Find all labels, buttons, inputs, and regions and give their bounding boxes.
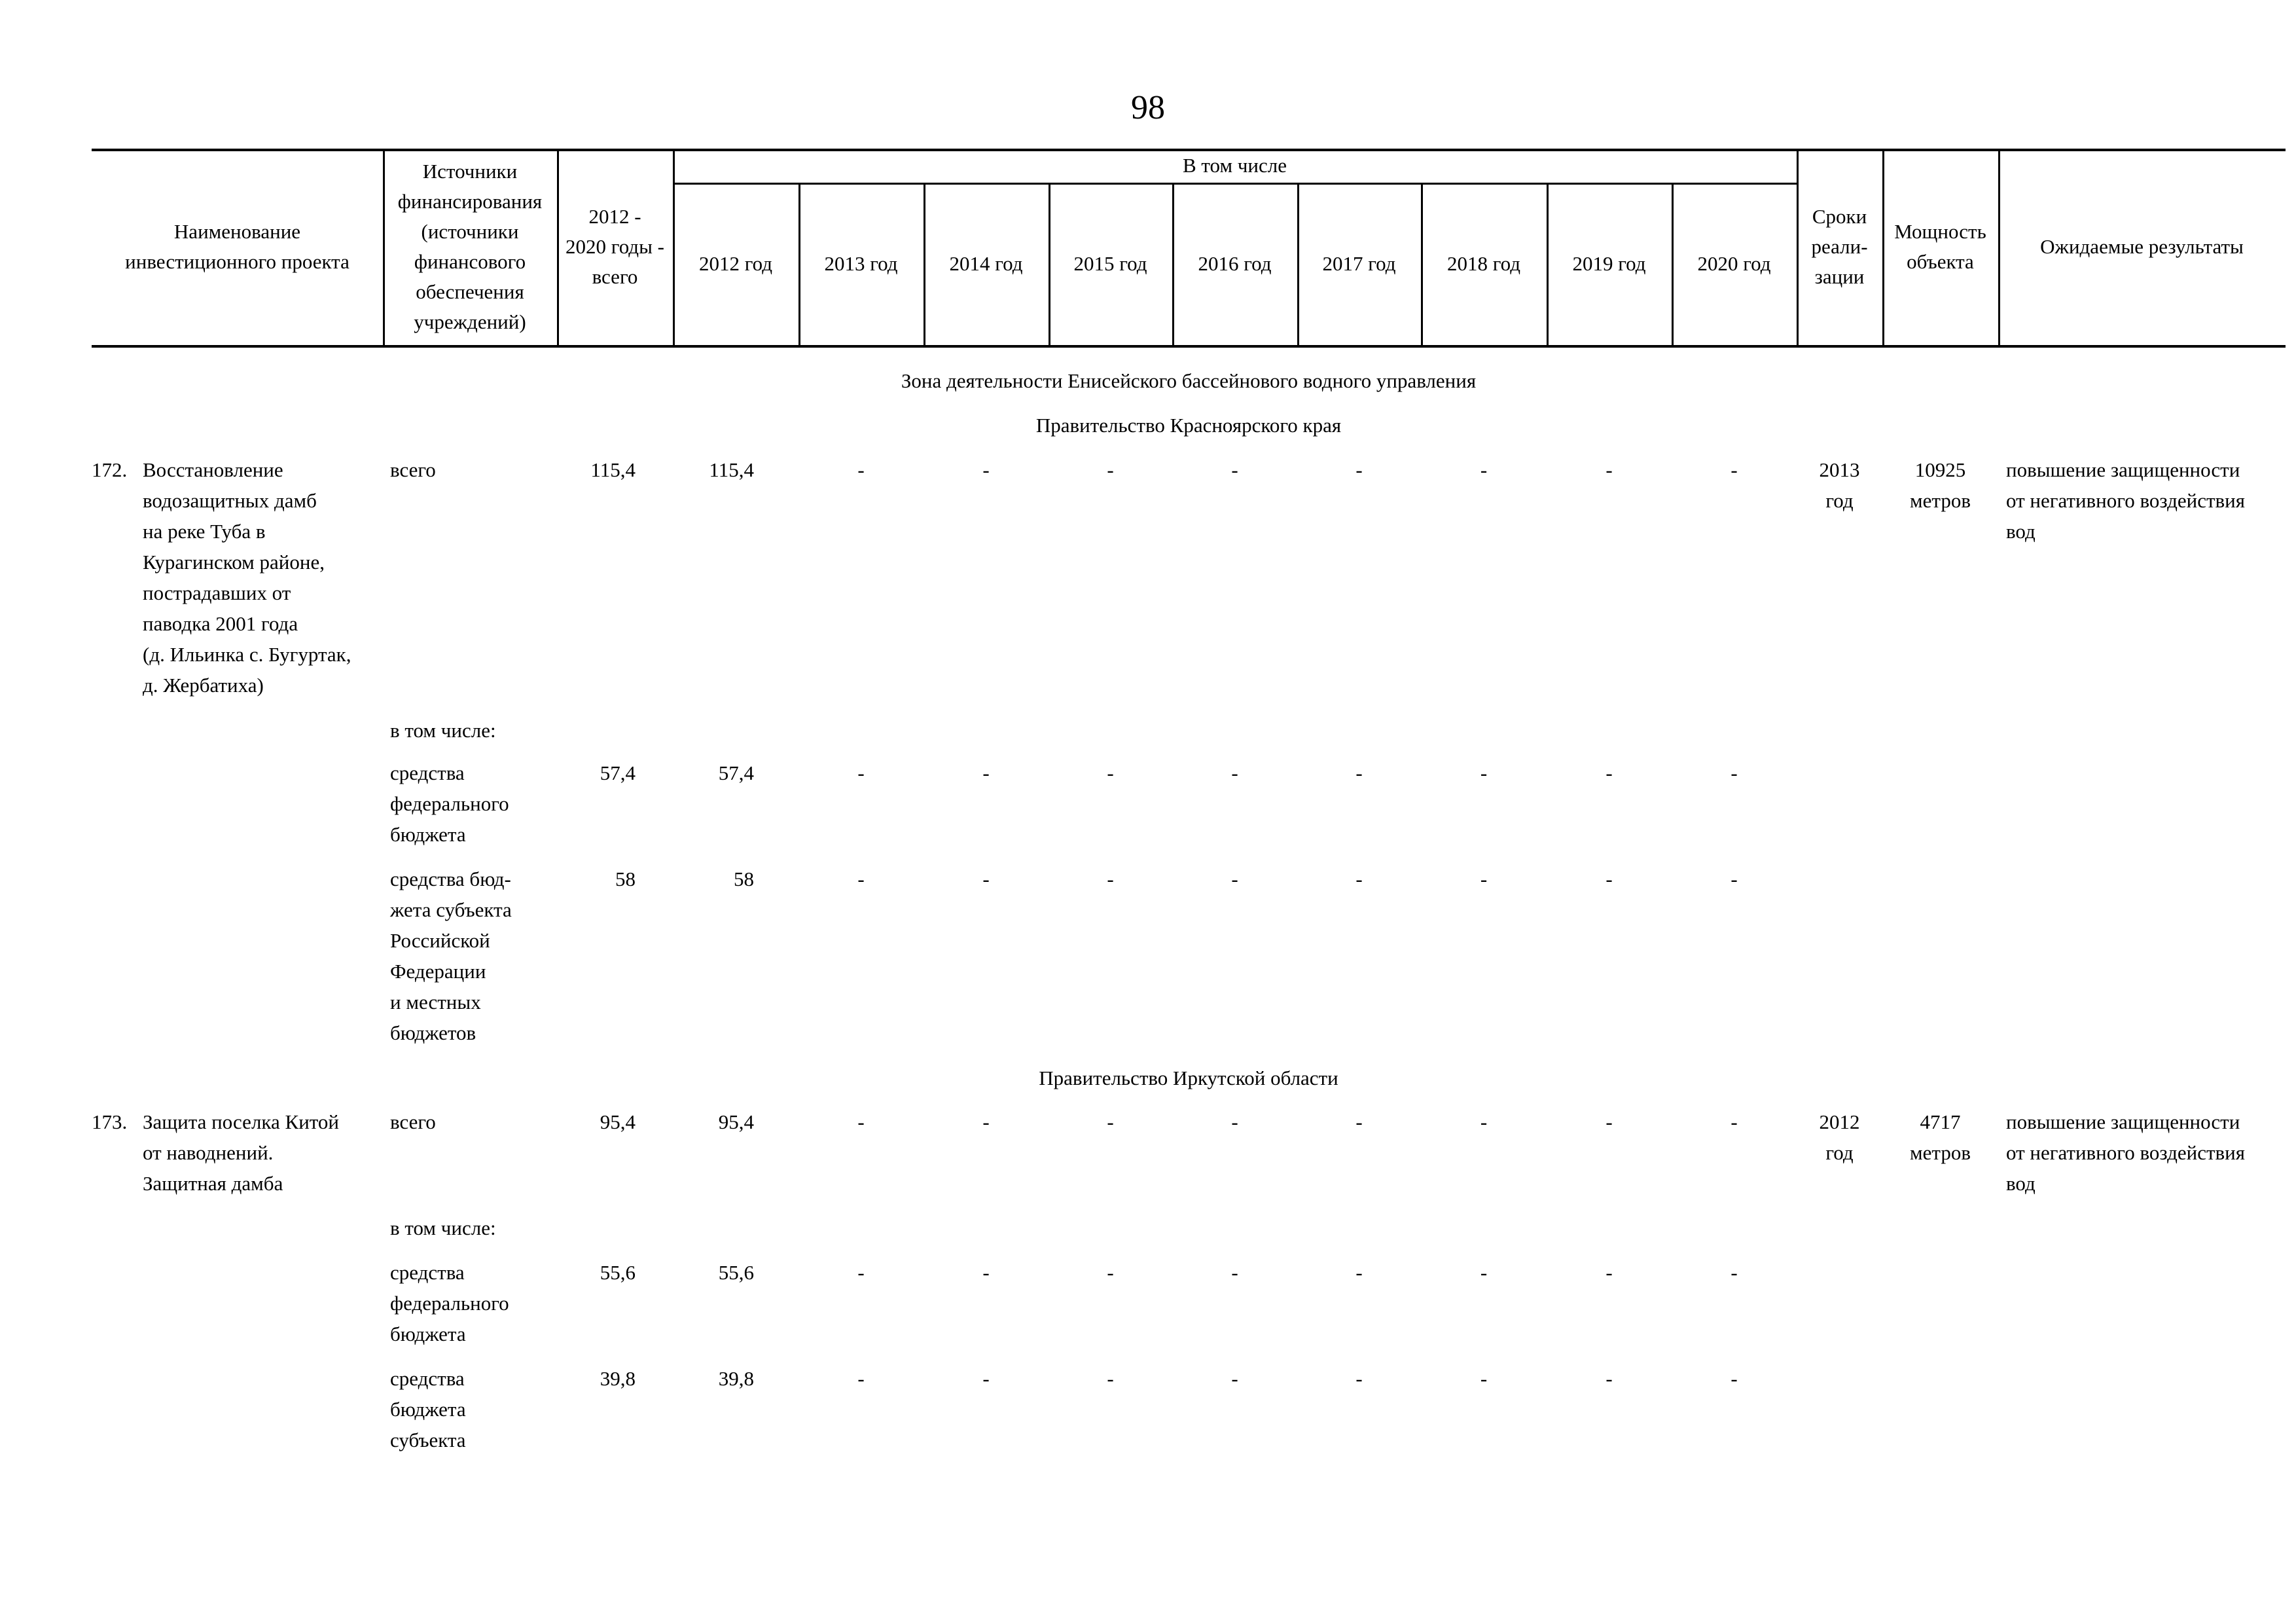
year-value: - — [857, 1110, 865, 1133]
year-value: 115,4 — [709, 458, 754, 481]
year-value: - — [1731, 1367, 1738, 1390]
year-value: - — [1605, 761, 1613, 784]
project-name: Защита поселка Китой от наводнений. Защитная дамба — [143, 1110, 340, 1195]
project-name: Восстановление водозащитных дамб на реке Туба в Курагинском районе, пострадавших от паводка 2001 года (д. Ильинка с. Бугуртак, д. Жербатиха) — [143, 458, 351, 697]
section-heading: Правительство Красноярского края — [1035, 414, 1342, 437]
year-value: 95,4 — [718, 1110, 754, 1133]
header-terms: Сроки реали- зации — [1811, 205, 1868, 288]
year-value: 55,6 — [718, 1261, 754, 1284]
funding-source: всего — [390, 458, 436, 481]
project-number: 172. — [92, 458, 128, 481]
header-total: 2012 - 2020 годы - всего — [565, 205, 664, 288]
year-value: - — [1107, 458, 1114, 481]
header-name: Наименование инвестиционного проекта — [125, 220, 350, 273]
year-value: 58 — [734, 867, 754, 890]
funding-source: в том числе: — [390, 719, 496, 742]
year-value: 39,8 — [718, 1367, 754, 1390]
year-value: - — [1231, 1261, 1238, 1284]
year-value: - — [1605, 1367, 1613, 1390]
year-value: - — [1355, 1261, 1363, 1284]
year-value: - — [1731, 761, 1738, 784]
year-value: - — [1355, 1110, 1363, 1133]
year-value: - — [1480, 867, 1488, 890]
zone-heading: Зона деятельности Енисейского бассейнового водного управления — [901, 369, 1477, 392]
header-sources: Источники финансирования (источники финансового обеспечения учреждений) — [397, 160, 543, 333]
year-value: - — [982, 1110, 990, 1133]
year-value: - — [1355, 458, 1363, 481]
year-value: - — [1231, 867, 1238, 890]
year-value: - — [857, 1367, 865, 1390]
year-value: - — [1480, 1367, 1488, 1390]
year-value: - — [1231, 761, 1238, 784]
year-value: - — [1731, 1110, 1738, 1133]
page-number: 98 — [1131, 89, 1165, 126]
year-value: - — [857, 761, 865, 784]
project-results: повышение защищенности от негативного воздействия вод — [2006, 458, 2245, 543]
funding-total: 55,6 — [600, 1261, 636, 1284]
funding-source: в том числе: — [390, 1216, 496, 1239]
project-number: 173. — [92, 1110, 128, 1133]
year-value: - — [982, 1261, 990, 1284]
header-year: 2016 год — [1198, 252, 1272, 275]
year-value: - — [982, 458, 990, 481]
year-value: - — [982, 761, 990, 784]
funding-total: 95,4 — [600, 1110, 636, 1133]
project-results: повышение защищенности от негативного воздействия вод — [2006, 1110, 2245, 1195]
project-capacity: 4717 метров — [1910, 1110, 1971, 1164]
year-value: - — [982, 1367, 990, 1390]
year-value: - — [1731, 1261, 1738, 1284]
header-capacity: Мощность объекта — [1894, 220, 1986, 273]
year-value: - — [1480, 1110, 1488, 1133]
project-capacity: 10925 метров — [1910, 458, 1971, 512]
year-value: - — [1355, 867, 1363, 890]
year-value: - — [1731, 458, 1738, 481]
year-value: 57,4 — [718, 761, 754, 784]
year-value: - — [1107, 1110, 1114, 1133]
year-value: - — [1731, 867, 1738, 890]
year-value: - — [1107, 1261, 1114, 1284]
header-year: 2015 год — [1073, 252, 1147, 275]
header-year: 2018 год — [1446, 252, 1521, 275]
year-value: - — [1231, 458, 1238, 481]
funding-total: 115,4 — [590, 458, 636, 481]
header-year: 2012 год — [698, 252, 773, 275]
funding-source: средства федерального бюджета — [390, 1261, 509, 1345]
funding-source: средства федерального бюджета — [390, 761, 509, 846]
year-value: - — [1107, 867, 1114, 890]
header-year: 2017 год — [1322, 252, 1396, 275]
header-bottom-rule — [92, 345, 2286, 348]
header-including: В том числе — [1182, 154, 1287, 177]
funding-source: средства бюд- жета субъекта Российской Федерации и местных бюджетов — [390, 867, 512, 1044]
header-results: Ожидаемые результаты — [2040, 235, 2244, 258]
funding-total: 58 — [615, 867, 636, 890]
header-year: 2014 год — [949, 252, 1023, 275]
funding-total: 39,8 — [600, 1367, 636, 1390]
year-value: - — [1605, 1261, 1613, 1284]
project-terms: 2012 год — [1819, 1110, 1860, 1164]
header-year: 2020 год — [1697, 252, 1771, 275]
header-year: 2019 год — [1572, 252, 1646, 275]
funding-source: всего — [390, 1110, 436, 1133]
year-value: - — [1355, 1367, 1363, 1390]
year-value: - — [1231, 1367, 1238, 1390]
year-value: - — [857, 458, 865, 481]
year-value: - — [857, 1261, 865, 1284]
year-value: - — [1605, 867, 1613, 890]
project-terms: 2013 год — [1819, 458, 1860, 512]
year-value: - — [1231, 1110, 1238, 1133]
header-year: 2013 год — [824, 252, 898, 275]
year-value: - — [857, 867, 865, 890]
year-value: - — [1605, 1110, 1613, 1133]
year-value: - — [1107, 1367, 1114, 1390]
year-value: - — [1480, 761, 1488, 784]
funding-source: средства бюджета субъекта — [390, 1367, 466, 1451]
year-value: - — [982, 867, 990, 890]
year-value: - — [1355, 761, 1363, 784]
year-value: - — [1480, 1261, 1488, 1284]
year-value: - — [1480, 458, 1488, 481]
funding-total: 57,4 — [600, 761, 636, 784]
year-value: - — [1107, 761, 1114, 784]
section-heading: Правительство Иркутской области — [1039, 1067, 1338, 1089]
year-value: - — [1605, 458, 1613, 481]
